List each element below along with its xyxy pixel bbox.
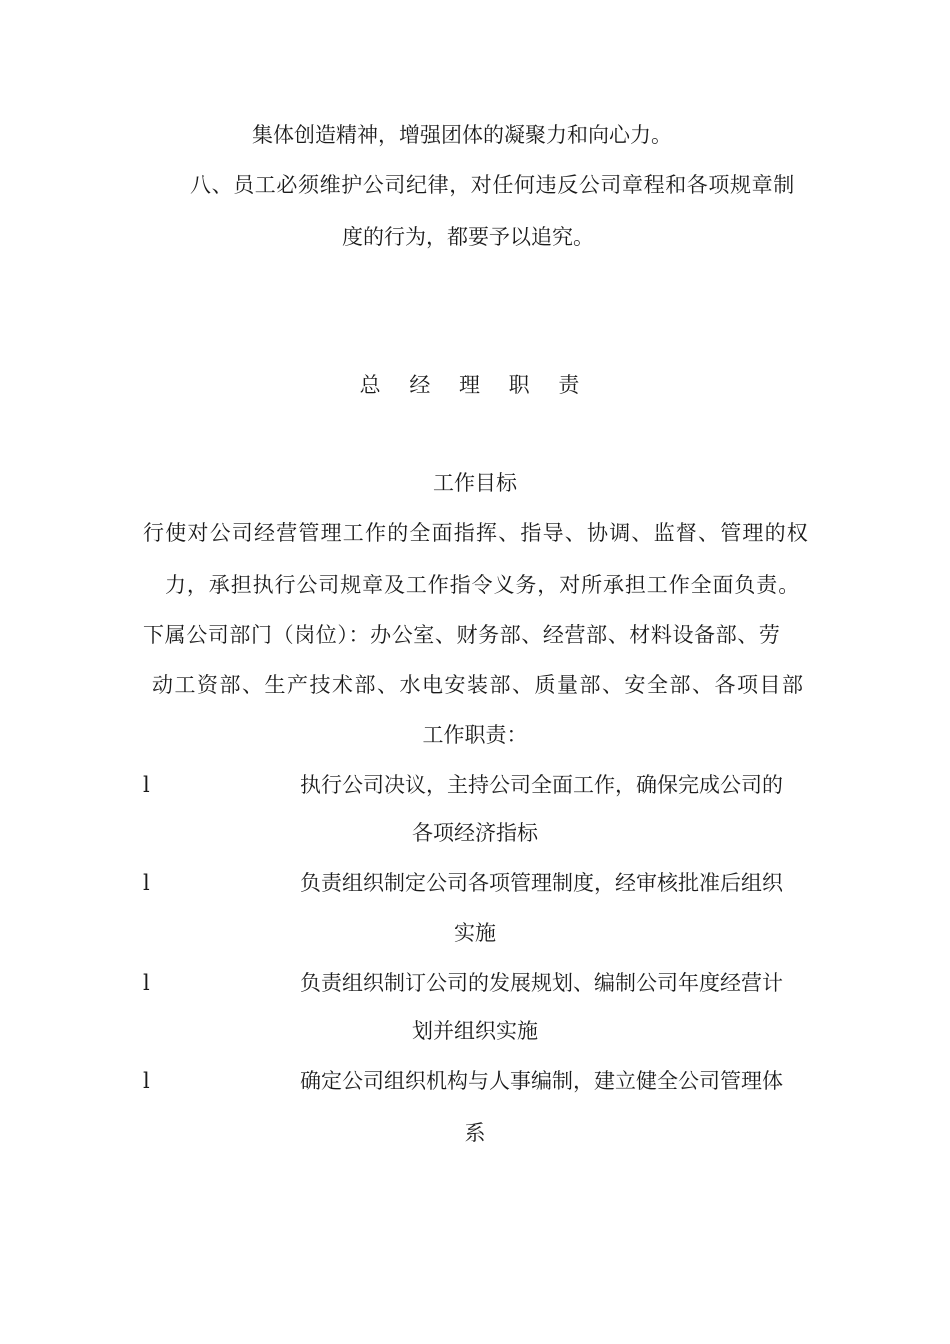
duty-item-text: 负责组织制订公司的发展规划、编制公司年度经营计 [300,971,783,995]
duty-item-text: 执行公司决议，主持公司全面工作，确保完成公司的 [300,773,783,797]
duty-item-number: l [143,871,150,895]
duty-item-continuation: 划并组织实施 [412,1019,538,1043]
duty-item-text: 确定公司组织机构与人事编制，建立健全公司管理体 [300,1069,783,1093]
intro-line-3: 度的行为，都要予以追究。 [342,225,594,249]
duty-item-number: l [143,773,150,797]
duty-item-number: l [143,971,150,995]
duty-item-continuation: 实施 [454,921,496,945]
duties-heading: 工作职责： [422,723,528,747]
departments-line-1: 下属公司部门（岗位）：办公室、财务部、经营部、材料设备部、劳 [143,623,781,647]
section-title: 总 经 理 职 责 [359,373,591,397]
work-goal-line-2: 力，承担执行公司规章及工作指令义务，对所承担工作全面负责。 [165,573,801,597]
duty-item-continuation: 各项经济指标 [412,821,538,845]
duty-item-text: 负责组织制定公司各项管理制度，经审核批准后组织 [300,871,783,895]
work-goal-line-1: 行使对公司经营管理工作的全面指挥、指导、协调、监督、管理的权 [143,521,809,545]
intro-line-2: 八、员工必须维护公司纪律，对任何违反公司章程和各项规章制 [190,173,795,197]
duty-item-continuation: 系 [464,1121,486,1145]
intro-line-1: 集体创造精神，增强团体的凝聚力和向心力。 [252,123,672,147]
work-goal-heading: 工作目标 [433,471,517,495]
departments-line-2: 动工资部、生产技术部、水电安装部、质量部、安全部、各项目部 [152,673,805,697]
duty-item-number: l [143,1069,150,1093]
